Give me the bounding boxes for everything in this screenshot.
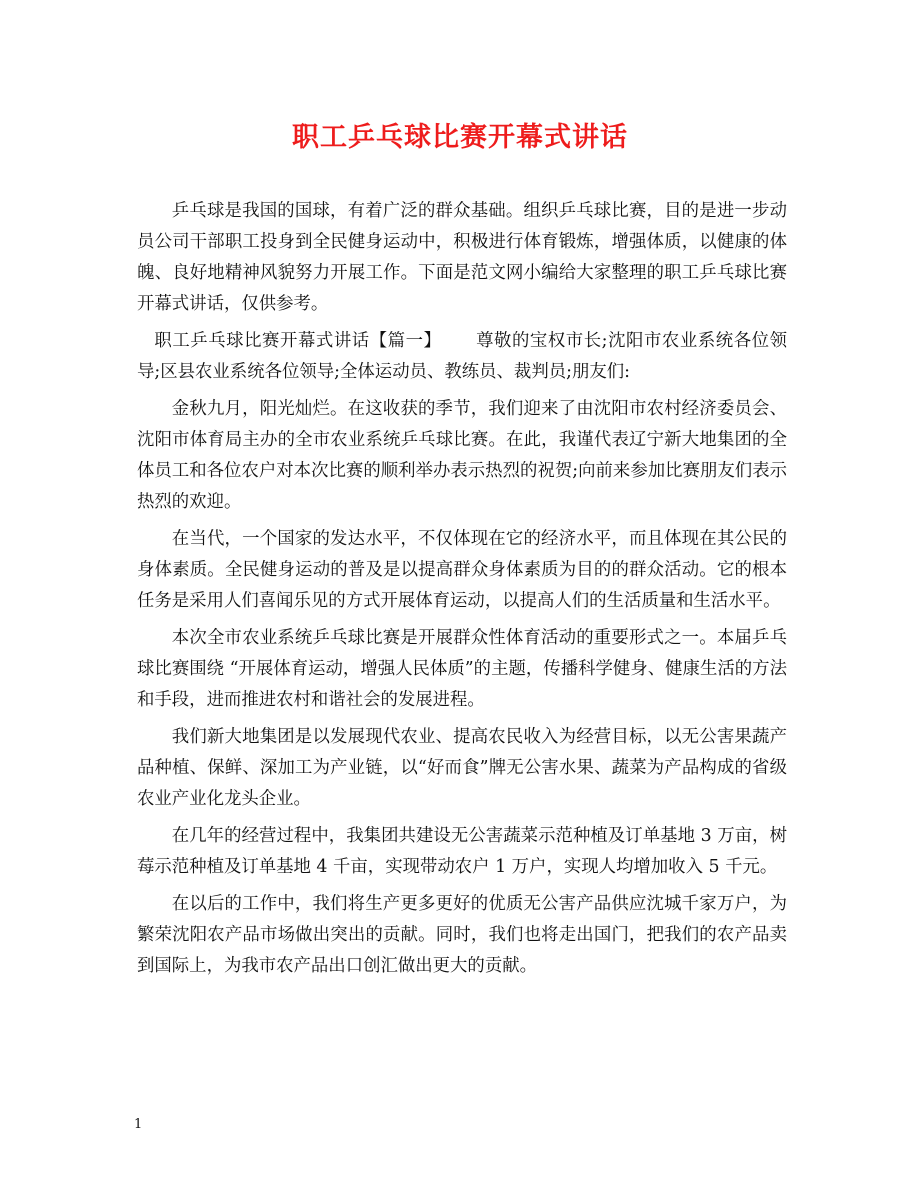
body-paragraph: 我们新大地集团是以发展现代农业、提高农民收入为经营目标，以无公害果蔬产品种植、保鲜、深加工为产业链，以“好而食”牌无公害水果、蔬菜为产品构成的省级农业产业化龙头企业。 (137, 727, 787, 809)
greeting: 尊敬的宝权市长;沈阳市农业系统各位领导;区县农业系统各位领导;全体运动员、教练员、裁判员;朋友们: (137, 331, 787, 382)
body-paragraph: 在以后的工作中，我们将生产更多更好的优质无公害产品供应沈城千家万户，为繁荣沈阳农产品市场做出突出的贡献。同时，我们也将走出国门，把我们的农产品卖到国际上，为我市农产品出口创汇做出更大的贡献。 (137, 894, 787, 976)
page-number: 1 (134, 1117, 143, 1132)
body-paragraph: 金秋九月，阳光灿烂。在这收获的季节，我们迎来了由沈阳市农村经济委员会、沈阳市体育局主办的全市农业系统乒乓球比赛。在此，我谨代表辽宁新大地集团的全体员工和各位农户对本次比赛的顺利举办表示热烈的祝贺;向前来参加比赛朋友们表示热烈的欢迎。 (137, 399, 787, 512)
body-paragraph: 本次全市农业系统乒乓球比赛是开展群众性体育活动的重要形式之一。本届乒乓球比赛围绕 “开展体育运动，增强人民体质”的主题，传播科学健身、健康生活的方法和手段，进而推进农村和谐社会的发展进程。 (137, 628, 787, 710)
document-title: 职工乒乓球比赛开幕式讲话 (292, 122, 628, 153)
body-paragraph: 在当代，一个国家的发达水平，不仅体现在它的经济水平，而且体现在其公民的身体素质。全民健身运动的普及是以提高群众身体素质为目的的群众活动。它的根本任务是采用人们喜闻乐见的方式开展体育运动，以提高人们的生活质量和生活水平。 (137, 529, 787, 611)
body-paragraph: 在几年的经营过程中，我集团共建设无公害蔬菜示范种植及订单基地 3 万亩，树莓示范种植及订单基地 4 千亩，实现带动农户 1 万户，实现人均增加收入 5 千元。 (137, 826, 787, 877)
section-heading-paragraph (137, 326, 787, 388)
section-heading: 职工乒乓球比赛开幕式讲话【篇一】 (154, 331, 442, 351)
document-body (137, 196, 787, 988)
intro-paragraph: 乒乓球是我国的国球，有着广泛的群众基础。组织乒乓球比赛，目的是进一步动员公司干部职工投身到全民健身运动中，积极进行体育锻炼，增强体质，以健康的体魄、良好地精神风貌努力开展工作。下面是范文网小编给大家整理的职工乒乓球比赛开幕式讲话，仅供参考。 (137, 201, 787, 314)
